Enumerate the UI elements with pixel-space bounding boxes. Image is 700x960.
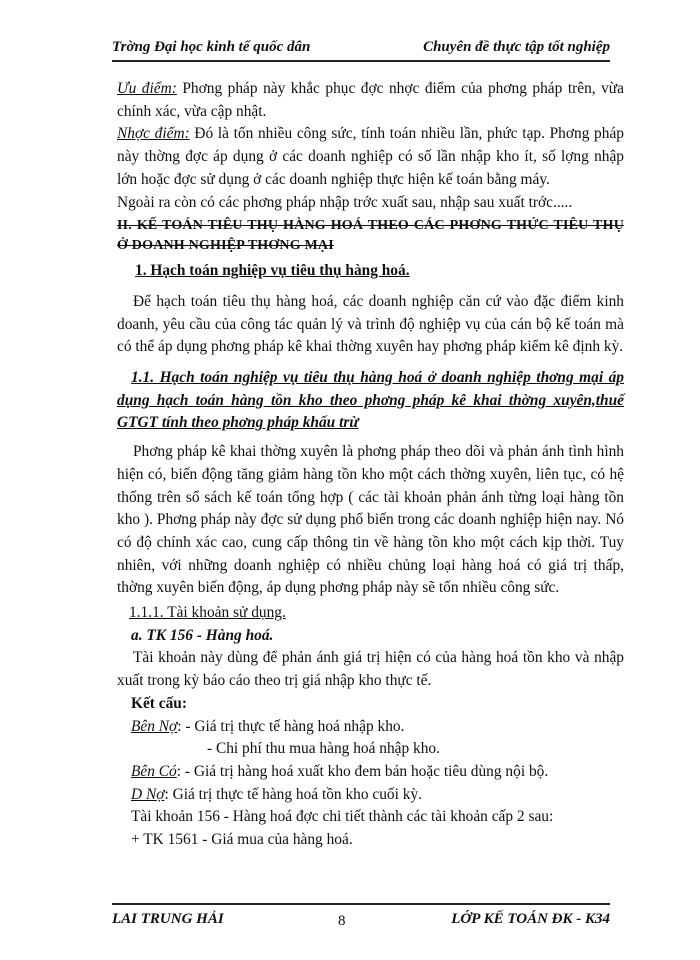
disadvantage-text: Đó là tốn nhiều công sức, tính toán nhiều lần, phức tạp. Phơng pháp này thờng đợc áp dụng ở các doanh nghiệp có số lần nhập kho ít, số lợng nhập lớn hoặc đợc sử dụng ở các doanh nghiệp thực hiện kế toán bằng máy.	[117, 125, 624, 188]
debit-label: Bên Nợ	[131, 717, 178, 735]
structure-label: Kết cấu:	[131, 694, 187, 712]
section-1-1-paragraph: Phơng pháp kê khai thờng xuyên là phơng pháp theo dõi và phản ánh tình hình hiện có, biến động tăng giảm hàng tồn kho một cách thờng xuyên, liên tục, có hệ thống trên sổ sách kế toán tổng hợp ( các tài khoản phản ánh từng loại hàng tồn kho ). Phơng pháp này đợc sử dụng phổ biến trong các doanh nghiệp hiện nay. Nó có độ chính xác cao, cung cấp thông tin về hàng tồn kho một cách kịp thời. Tuy nhiên, với những doanh nghiệp có nhiều chủng loại hàng hoá có giá trị thấp, thờng xuyên biến động, áp dụng phơng pháp này sẽ tốn nhiều công sức.	[117, 443, 624, 597]
subsection-1-1-1-heading: 1.1.1. Tài khoản sử dụng.	[129, 604, 286, 622]
account-detail-line: Tài khoản 156 - Hàng hoá đợc chi tiết thành các tài khoản cấp 2 sau:	[131, 808, 554, 826]
account-1561-line: + TK 1561 - Giá mua của hàng hoá.	[131, 831, 353, 849]
footer-author: LAI TRUNG HẢI	[112, 911, 224, 927]
section-1-1-heading: 1.1. Hạch toán nghiệp vụ tiêu thụ hàng hoá ở doanh nghiệp thơng mại áp dụng hạch toán hàng tồn kho theo phơng pháp kê khai thờng xuyên,thuế GTGT tính theo phơng pháp khấu trừ	[117, 369, 624, 432]
page-header	[112, 38, 610, 62]
header-title: Chuyên đề thực tập tốt nghiệp	[423, 39, 610, 55]
tk-156-heading: a. TK 156 - Hàng hoá.	[131, 626, 274, 644]
disadvantage-paragraph	[117, 123, 624, 191]
advantage-label: Ưu điểm:	[117, 80, 177, 97]
credit-label: Bên Có	[131, 762, 177, 780]
header-school: Trờng Đại học kinh tế quốc dân	[112, 39, 311, 55]
debit-line-2: - Chi phí thu mua hàng hoá nhập kho.	[207, 740, 440, 758]
page-number: 8	[338, 913, 346, 929]
balance-label: D Nợ	[131, 785, 165, 803]
section-ii-heading: II. KẾ TOÁN TIÊU THỤ HÀNG HOÁ THEO CÁC PHƠNG THỨC TIÊU THỤ Ở DOANH NGHIỆP THƠNG MẠI	[117, 218, 624, 254]
credit-line	[131, 761, 624, 784]
page-footer	[112, 903, 610, 931]
debit-text-1: : - Giá trị thực tế hàng hoá nhập kho.	[177, 717, 405, 735]
section-1-paragraph: Để hạch toán tiêu thụ hàng hoá, các doanh nghiệp căn cứ vào đặc điểm kinh doanh, yêu cầu của công tác quản lý và trình độ nghiệp vụ của cán bộ kế toán mà có thể áp dụng phơng pháp kê khai thờng xuyên hay phơng pháp kiểm kê định kỳ.	[117, 292, 624, 356]
footer-class: LỚP KẾ TOÁN ĐK - K34	[451, 911, 610, 927]
credit-text: : - Giá trị hàng hoá xuất kho đem bán hoặc tiêu dùng nội bộ.	[176, 762, 549, 780]
section-1-heading: 1. Hạch toán nghiệp vụ tiêu thụ hàng hoá.	[135, 262, 410, 280]
tk-156-paragraph: Tài khoản này dùng để phản ánh giá trị hiện có của hàng hoá tồn kho và nhập xuất trong kỳ báo cáo theo trị giá nhập kho thực tế.	[117, 649, 624, 690]
advantage-text: Phơng pháp này khắc phục đợc nhợc điểm của phơng pháp trên, vừa chính xác, vừa cập nhật.	[117, 80, 624, 120]
other-methods: Ngoài ra còn có các phơng pháp nhập trớc xuất sau, nhập sau xuất trớc.....	[117, 193, 573, 211]
balance-line	[131, 784, 624, 807]
balance-text: : Giá trị thực tế hàng hoá tồn kho cuối kỳ.	[164, 785, 422, 803]
disadvantage-label: Nhợc điểm:	[117, 125, 190, 143]
advantage-paragraph	[117, 78, 624, 123]
page-body	[117, 78, 624, 852]
debit-line-1	[131, 716, 624, 739]
